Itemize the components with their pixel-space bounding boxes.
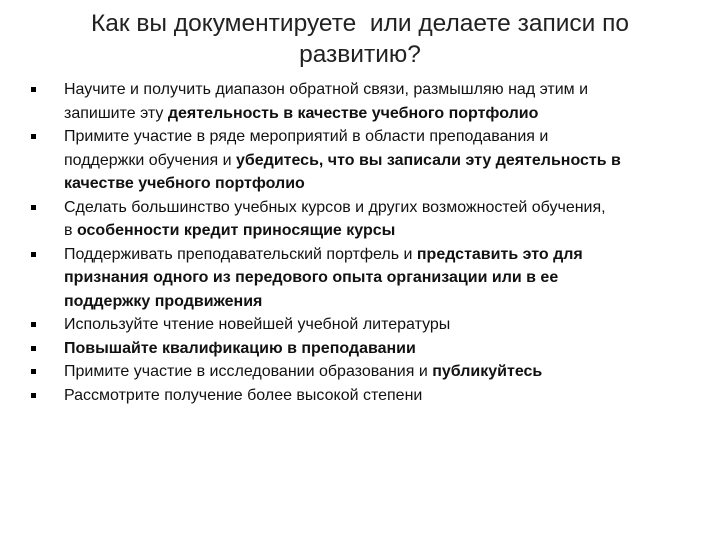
list-item [0, 337, 720, 361]
title-line-1: Как вы документируете или делаете записи по [90, 10, 630, 37]
slide-title [40, 8, 680, 70]
list-item [0, 313, 720, 337]
square-bullet-icon [31, 252, 36, 257]
text-run: поддержки обучения и [64, 151, 236, 169]
square-bullet-icon [31, 393, 36, 398]
list-item-text [64, 196, 694, 243]
bold-text-run: признания одного из передового опыта организации или в ее [64, 269, 559, 286]
text-run: Поддерживать преподавательский портфель и [64, 245, 417, 263]
square-bullet-icon [31, 369, 36, 374]
square-bullet-icon [31, 205, 36, 210]
text-line [64, 78, 694, 102]
bullet-list [0, 78, 720, 407]
bold-text-run: публикуйтесь [432, 363, 543, 380]
bold-text-run: поддержку продвижения [64, 292, 263, 310]
title-line-2: развитию? [299, 41, 421, 68]
square-bullet-icon [31, 322, 36, 327]
text-line [64, 172, 694, 196]
text-line [64, 313, 694, 337]
text-line [64, 219, 694, 243]
square-bullet-icon [31, 346, 36, 351]
text-line [64, 196, 694, 220]
text-line [64, 266, 694, 290]
text-line [64, 102, 694, 126]
list-item [0, 384, 720, 408]
text-line [64, 125, 694, 149]
text-run: Используйте чтение новейшей учебной литературы [64, 316, 451, 333]
list-item-text [64, 243, 694, 314]
bold-text-run: особенности кредит приносящие курсы [76, 222, 396, 239]
square-bullet-icon [31, 134, 36, 139]
text-run: Примите участие в ряде мероприятий в области преподавания и [64, 128, 549, 145]
text-line [64, 243, 694, 267]
bold-text-run: представить это для [416, 245, 583, 263]
bold-text-run: Повышайте квалификацию в преподавании [64, 339, 416, 357]
text-line [64, 360, 694, 384]
list-item [0, 360, 720, 384]
text-line [64, 149, 694, 173]
text-run: запишите эту [64, 104, 168, 122]
text-run: в [64, 222, 77, 239]
list-item-text [64, 337, 694, 361]
list-item-text [64, 313, 694, 337]
list-item-text [64, 125, 694, 196]
text-line [64, 384, 694, 408]
bold-text-run: качестве учебного портфолио [64, 175, 305, 192]
bold-text-run: убедитесь, что вы записали эту деятельность в [235, 151, 621, 169]
text-run: Рассмотрите получение более высокой степени [64, 386, 423, 404]
list-item-text [64, 78, 694, 125]
text-run: Сделать большинство учебных курсов и других возможностей обучения, [64, 198, 606, 216]
text-line [64, 290, 694, 314]
bold-text-run: деятельность в качестве учебного портфолио [167, 104, 539, 122]
list-item [0, 196, 720, 243]
list-item [0, 243, 720, 314]
text-run: Примите участие в исследовании образования и [64, 363, 433, 380]
list-item [0, 125, 720, 196]
square-bullet-icon [31, 87, 36, 92]
text-line [64, 337, 694, 361]
list-item [0, 78, 720, 125]
text-run: Научите и получить диапазон обратной связи, размышляю над этим и [64, 81, 589, 98]
list-item-text [64, 360, 694, 384]
list-item-text [64, 384, 694, 408]
